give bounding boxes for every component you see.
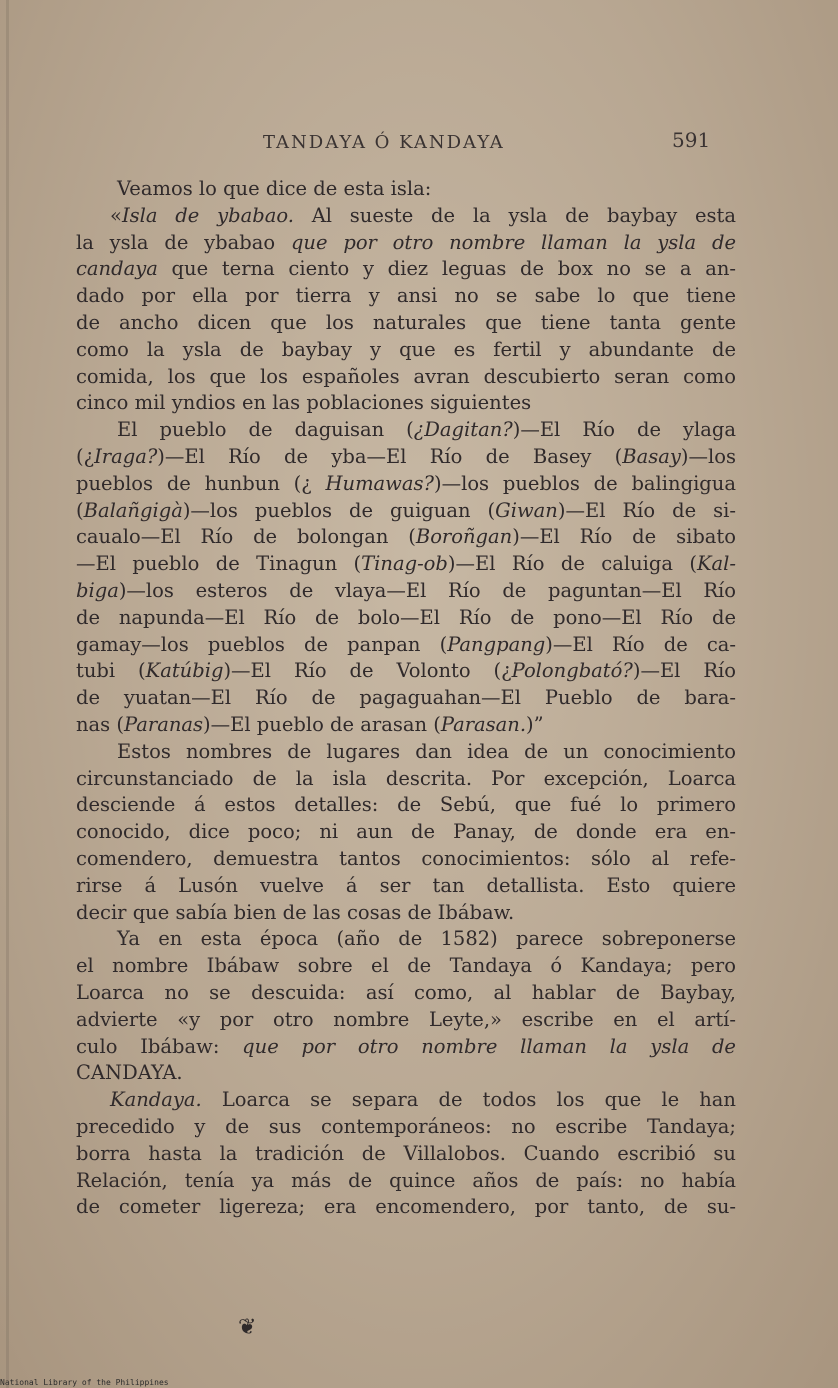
- text-line: rirse á Lusón vuelve á ser tan detallista. Esto quiere: [76, 873, 736, 897]
- text-line: caualo—El Río de bolongan (Boroñgan)—El Río de sibato: [76, 525, 736, 549]
- text-line: de ancho dicen que los naturales que tiene tanta gente: [76, 311, 736, 334]
- text-line: «Isla de ybabao. Al sueste de la ysla de baybay esta: [110, 203, 736, 227]
- text-line: de cometer ligereza; era encomendero, por tanto, de su-: [76, 1195, 736, 1219]
- text-line: el nombre Ibábaw sobre el de Tandaya ó Kandaya; pero: [76, 954, 736, 978]
- text-line: circunstanciado de la isla descrita. Por excepción, Loarca: [76, 766, 736, 790]
- text-line: borra hasta la tradición de Villalobos. Cuando escribió su: [76, 1141, 736, 1165]
- text-line: advierte «y por otro nombre Leyte,» escribe en el artí-: [76, 1007, 736, 1031]
- text-line: la ysla de ybabao que por otro nombre llaman la ysla de: [76, 230, 736, 254]
- running-title: TANDAYA Ó KANDAYA: [263, 132, 505, 153]
- text-line: tubi (Katúbig)—El Río de Volonto (¿Polongbató?)—El Río: [76, 659, 737, 683]
- ornament-mark: ❦: [238, 1315, 257, 1340]
- text-line: como la ysla de baybay y que es fertil y abundante de: [76, 337, 736, 361]
- page-edge-shadow: [6, 0, 9, 1388]
- text-line: candaya que terna ciento y diez leguas de box no se a an-: [76, 257, 736, 281]
- text-line: dado por ella por tierra y ansi no se sabe lo que tiene: [76, 284, 736, 308]
- text-line: de napunda—El Río de bolo—El Río de pono—El Río de: [76, 605, 736, 629]
- text-line: (¿Iraga?)—El Río de yba—El Río de Basey (Basay)—los: [76, 445, 736, 468]
- text-line: Loarca no se descuida: así como, al hablar de Baybay,: [76, 981, 736, 1004]
- text-line: gamay—los pueblos de panpan (Pangpang)—El Río de ca-: [76, 632, 736, 656]
- text-line: (Balañgigà)—los pueblos de guiguan (Giwan)—El Río de si-: [76, 498, 736, 522]
- text-line: CANDAYA.: [76, 1061, 183, 1085]
- text-line: de yuatan—El Río de pagaguahan—El Pueblo de bara-: [76, 686, 736, 710]
- text-line: precedido y de sus contemporáneos: no escribe Tandaya;: [76, 1115, 736, 1138]
- text-line: Veamos lo que dice de esta isla:: [117, 177, 432, 200]
- text-line: —El pueblo de Tinagun (Tinag-ob)—El Río de caluiga (Kal-: [76, 552, 736, 576]
- text-line: Relación, tenía ya más de quince años de país: no había: [76, 1168, 736, 1192]
- text-line: Ya en esta época (año de 1582) parece sobreponerse: [117, 927, 736, 951]
- text-line: nas (Paranas)—El pueblo de arasan (Parasan.)”: [76, 713, 544, 736]
- text-line: desciende á estos detalles: de Sebú, que fué lo primero: [76, 793, 736, 817]
- text-line: comida, los que los españoles avran descubierto seran como: [76, 364, 736, 388]
- library-footer: National Library of the Philippines: [0, 1378, 169, 1387]
- text-line: decir que sabía bien de las cosas de Ibábaw.: [76, 900, 515, 924]
- text-line: biga)—los esteros de vlaya—El Río de paguntan—El Río: [76, 579, 736, 602]
- text-line: pueblos de hunbun (¿ Humawas?)—los pueblos de balingigua: [76, 471, 736, 495]
- text-line: cinco mil yndios en las poblaciones siguientes: [76, 391, 532, 415]
- text-line: culo Ibábaw: que por otro nombre llaman la ysla de: [76, 1034, 736, 1058]
- text-line: Estos nombres de lugares dan idea de un conocimiento: [117, 739, 736, 763]
- text-line: comendero, demuestra tantos conocimientos: sólo al refe-: [76, 847, 736, 870]
- text-line: Kandaya. Loarca se separa de todos los que le han: [110, 1088, 736, 1112]
- text-line: conocido, dice poco; ni aun de Panay, de donde era en-: [76, 820, 736, 844]
- page-number: 591: [672, 128, 711, 152]
- text-line: El pueblo de daguisan (¿Dagitan?)—El Río de ylaga: [117, 418, 737, 442]
